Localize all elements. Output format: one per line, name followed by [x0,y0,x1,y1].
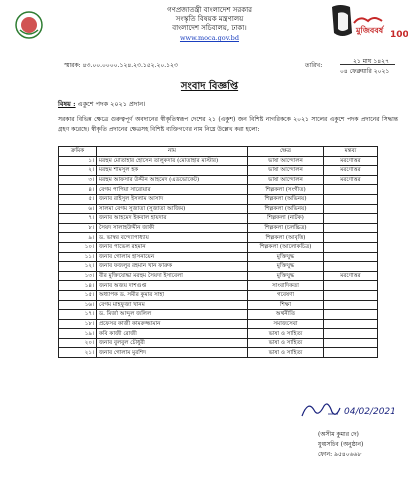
table-row [59,338,378,348]
logo-text: মুজিববর্ষ [356,26,384,35]
table-row [59,319,378,329]
row-field: ভাষা ও সাহিত্য [248,329,324,339]
header-name: নাম [97,147,248,157]
row-field: মুক্তিযুদ্ধ [248,271,324,281]
row-remarks: মরণোত্তর [324,271,378,281]
row-serial: ৫। [59,194,97,204]
row-remarks [324,214,378,224]
row-field: সমাজসেবা [248,319,324,329]
row-field: শিল্পকলা (অভিনয়) [248,204,324,214]
row-field: মুক্তিযুদ্ধ [248,262,324,272]
row-name: বীর মুক্তিযোদ্ধা মরহুম সৈয়দা ইসাবেলা [97,271,248,281]
row-serial: ৯। [59,233,97,243]
row-remarks [324,319,378,329]
subject-line [58,99,145,110]
row-name: কবি কাজী রোজী [97,329,248,339]
row-remarks [324,338,378,348]
row-field: শিল্পকলা (আবৃত্তি) [248,233,324,243]
table-row [59,175,378,185]
row-remarks: মরণোত্তর [324,166,378,176]
row-remarks [324,348,378,358]
handwritten-signature [298,396,394,422]
row-serial: ১। [59,156,97,166]
row-field: সাংবাদিকতা [248,281,324,291]
row-serial: ৩। [59,175,97,185]
row-remarks: মরণোত্তর [324,156,378,166]
row-name: বেগম মাহফুজা খানম [97,300,248,310]
row-serial: ৭। [59,214,97,224]
row-remarks [324,290,378,300]
row-name: মরহুম মোতাহার হোসেন তালুকদার (মোতাহার মাস্টার) [97,156,248,166]
office-address: বাংলাদেশ সচিবালয়, ঢাকা। [172,24,247,32]
row-serial: ১০। [59,242,97,252]
row-serial: ২১। [59,348,97,358]
row-remarks [324,310,378,320]
row-name: সৈয়দ সালাহউদ্দীন জাকী [97,223,248,233]
table-row [59,348,378,358]
row-name: প্রফেসর কাজী কামরুজ্জামান [97,319,248,329]
row-serial: ১৫। [59,290,97,300]
memo-number: ৪৩.০০.০০০০.১২৪.২৩.১৫২.২০.১২৩ [82,62,178,69]
row-remarks [324,329,378,339]
row-name: সালমা বেগম সুজাতা (সুজাতা আজিম) [97,204,248,214]
mujib-borsho-logo [330,3,408,43]
header-remarks: মন্তব্য [324,147,378,157]
row-field: শিল্পকলা (চলচ্চিত্র) [248,223,324,233]
row-field: অর্থনীতি [248,310,324,320]
row-serial: ৮। [59,223,97,233]
row-serial: ১৩। [59,271,97,281]
row-field: শিল্পকলা (নাটক) [248,214,324,224]
memo-line [64,60,178,71]
row-remarks [324,223,378,233]
government-name: গণপ্রজাতন্ত্রী বাংলাদেশ সরকার [167,6,252,14]
row-serial: ১৪। [59,281,97,291]
memo-label: স্মারক: [64,62,81,69]
row-serial: ১৬। [59,300,97,310]
row-remarks: মরণোত্তর [324,175,378,185]
website-link[interactable]: www.moca.gov.bd [179,34,239,42]
header-serial: ক্রমিক [59,147,97,157]
date-label: তারিখ: [305,62,323,69]
row-field: শিল্পকলা (আলোকচিত্র) [248,242,324,252]
row-field: ভাষা আন্দোলন [248,166,324,176]
ministry-name: সংস্কৃতি বিষয়ক মন্ত্রণালয় [175,15,244,23]
row-remarks [324,233,378,243]
table-row [59,166,378,176]
row-remarks [324,281,378,291]
table-row [59,185,378,195]
row-name: অধ্যাপক ড. সমীর কুমার সাহা [97,290,248,300]
row-remarks [324,262,378,272]
row-serial: ১৮। [59,319,97,329]
table-row [59,156,378,166]
row-field: ভাষা ও সাহিত্য [248,338,324,348]
row-serial: ৬। [59,204,97,214]
table-row [59,329,378,339]
row-field: গবেষণা [248,290,324,300]
date-gregorian: ০৪ ফেব্রুয়ারি ২০২১ [340,68,390,75]
row-name: মরহুম শামসুল হক [97,166,248,176]
row-name: ড. ভাস্বর বন্দ্যোপাধ্যায় [97,233,248,243]
row-serial: ৪। [59,185,97,195]
row-field: শিল্পকলা (অভিনয়) [248,194,324,204]
table-row [59,310,378,320]
table-row [59,262,378,272]
logo-years: 100 [390,30,408,40]
row-field: ভাষা আন্দোলন [248,175,324,185]
date-divider [340,64,395,65]
row-name: জনাব অজয় দাশগুপ্ত [97,281,248,291]
row-name: জনাব গোলাম হাসনায়েন [97,252,248,262]
row-serial: ১২। [59,262,97,272]
header-field: ক্ষেত্র [248,147,324,157]
table-row [59,290,378,300]
table-row [59,214,378,224]
table-header-row [59,147,378,157]
table-row [59,204,378,214]
row-remarks [324,300,378,310]
date-bangla: ২১ মাঘ ১৪২৭ [353,58,389,65]
row-serial: ২০। [59,338,97,348]
table-row [59,194,378,204]
row-serial: ২। [59,166,97,176]
table-row [59,281,378,291]
row-field: মুক্তিযুদ্ধ [248,252,324,262]
row-remarks [324,185,378,195]
row-name: জনাব বুলবুল চৌধুরী [97,338,248,348]
row-serial: ১৭। [59,310,97,320]
table-row [59,271,378,281]
table-row [59,300,378,310]
awardee-table [58,146,378,358]
subject-label: বিষয় : [58,100,76,108]
row-name: ড. মির্জা আব্দুল জলিল [97,310,248,320]
row-field: শিক্ষা [248,300,324,310]
row-remarks [324,252,378,262]
row-name: জনাব পাভেল রহমান [97,242,248,252]
table-row [59,223,378,233]
table-row [59,242,378,252]
row-serial: ১৯। [59,329,97,339]
row-name: বেগম পাপিয়া সারোয়ার [97,185,248,195]
page-title: সংবাদ বিজ্ঞপ্তি [180,81,239,92]
row-field: শিল্পকলা (সংগীত) [248,185,324,195]
row-serial: ১১। [59,252,97,262]
row-field: ভাষা ও সাহিত্য [248,348,324,358]
table-row [59,252,378,262]
subject-text: একুশে পদক ২০২১ প্রদান। [77,100,146,108]
signer-designation: যুগ্মসচিব (অনুষ্ঠান) [318,441,364,448]
table-row [59,233,378,243]
row-name: জনাব ফজলুর রহমান খান ফারুক [97,262,248,272]
row-remarks [324,194,378,204]
row-name: মরহুম আফসার উদ্দীন আহমেদ (এডভোকেট) [97,175,248,185]
row-remarks [324,204,378,214]
row-name: জনাব আহমেদ ইকবাল হায়দার [97,214,248,224]
row-name: জনাব গোলাম মুরশিদ [97,348,248,358]
signer-phone: ফোন: ৯৫৪০৬৬৮ [318,451,362,458]
signature-date: 04/02/2021 [344,407,394,417]
row-field: ভাষা আন্দোলন [248,156,324,166]
row-name: জনাব রাইসুল ইসলাম আসাদ [97,194,248,204]
row-remarks [324,242,378,252]
body-paragraph: সরকার বিভিন্ন ক্ষেত্রে গুরুত্বপূর্ণ অবদানের স্বীকৃতিস্বরূপ দেশের ২১ (একুশ) জন বিশিষ্ট নাগরিককে ২০২১ সালের একুশে পদক প্রদানের সিদ্ধান্ত গ্রহণ করেছে। স্বীকৃতি প্রদানের ক্ষেত্রসহ বিশিষ্ট ব্যক্তিগণের নাম নিম্নে উল্লেখ করা হলো: [58,116,398,133]
signer-name: (অসীম কুমার দে) [318,431,359,438]
